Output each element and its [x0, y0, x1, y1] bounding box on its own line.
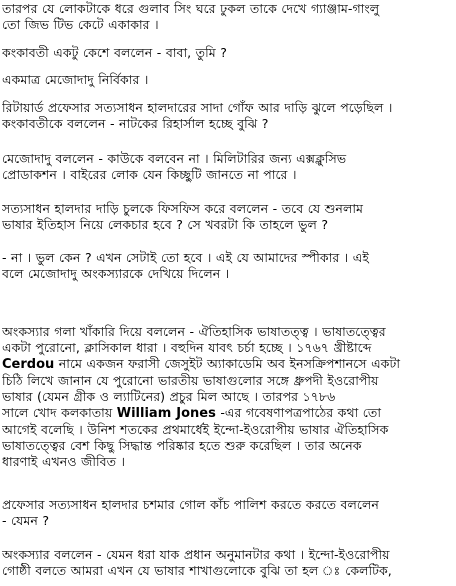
- paragraph-3: [2, 72, 452, 88]
- paragraph-line: মেজোদাদু বললেন - কাউকে বলবেন না । মিলিটারির জন্য এক্সক্লুসিভ: [2, 151, 347, 166]
- paragraph-line: তো জিভ টিভ কেটে একাকার ।: [2, 17, 159, 32]
- paragraph-line: ধারণাই এখনও জীবিত ।: [2, 454, 126, 469]
- paragraph-9: [2, 497, 452, 529]
- paragraph-8: [2, 324, 452, 470]
- paragraph-line: - যেমন ?: [2, 513, 50, 528]
- paragraph-line: Cerdou নামে একজন ফরাসী জেসুইট অ্যাকাডেমি অব ইনসক্রিপশানসে একটা: [2, 356, 400, 372]
- paragraph-line: - না । ভুল কেন ? এখন সেটাই তো হবে । এই যে আমাদের স্পীকার । এই: [2, 250, 369, 265]
- paragraph-5: [2, 151, 452, 183]
- paragraph-line: প্রফেসার সত্যসাধন হালদার চশমার গোল কাঁচ পালিশ করতে করতে বললেন: [2, 497, 379, 512]
- paragraph-4: [2, 100, 452, 132]
- paragraph-line: গোষ্ঠী বলতে আমরা এখন যে ভাষার শাখাগুলোকে বুঝি তা হল ঃ কেলটিক,: [2, 563, 392, 578]
- paragraph-7: [2, 250, 452, 282]
- paragraph-line: একমাত্র মেজোদাদু নির্বিকার ।: [2, 72, 149, 87]
- paragraph-2: [2, 45, 452, 61]
- paragraph-1: [2, 1, 452, 33]
- paragraph-line: ভাষাতত্ত্বের বেশ কিছু সিদ্ধান্ত পরিষ্কার হতে শুরু করেছিল । তার অনেক: [2, 438, 362, 453]
- paragraph-6: [2, 201, 452, 233]
- paragraph-line: অংকস্যার বললেন - যেমন ধরা যাক প্রধান অনুমানটার কথা । ইন্দো-ইওরোপীয়: [2, 547, 390, 562]
- paragraph-line: ভাষার (যেমন গ্রীক ও ল্যাটিনের) প্রচুর মিল আছে । তারপর ১৭৮৬: [2, 389, 336, 404]
- latin-name: William Jones: [116, 406, 216, 421]
- paragraph-10: [2, 547, 452, 579]
- paragraph-line: সত্যসাধন হালদার দাড়ি চুলকে ফিসফিস করে বললেন - তবে যে শুনলাম: [2, 201, 363, 216]
- paragraph-line: একটা পুরোনো, ক্লাসিকাল ধারা । বহুদিন যাবৎ চর্চা হচ্ছে । ১৭৬৭ খ্রীষ্টাব্দে: [2, 340, 372, 355]
- paragraph-line: তারপর যে লোকটাকে ধরে গুলাব সিং ঘরে ঢুকল তাকে দেখে গ্যাঞ্জাম-গাংলু: [2, 1, 380, 16]
- paragraph-line: সালে খোদ কলকাতায় William Jones -এর গবেষণাপত্রপাঠের কথা তো: [2, 405, 382, 421]
- paragraph-line: বলে মেজোদাদু অংকস্যারকে দেখিয়ে দিলেন ।: [2, 266, 230, 281]
- latin-name: Cerdou: [2, 357, 55, 372]
- paragraph-line: কংকাবতীকে বললেন - নাটকের রিহার্সাল হচ্ছে বুঝি ?: [2, 116, 269, 131]
- paragraph-line: অংকস্যার গলা খাঁকারি দিয়ে বললেন - ঐতিহাসিক ভাষাতত্ত্ব । ভাষাতত্ত্বের: [2, 324, 386, 339]
- paragraph-line: চিঠি লিখে জানান যে পুরোনো ভারতীয় ভাষাগুলোর সঙ্গে ধ্রুপদী ইওরোপীয়: [2, 373, 379, 388]
- paragraph-line: ভাষার ইতিহাস নিয়ে লেকচার হবে ? সে খবরটা কি তাহলে ভুল ?: [2, 217, 329, 232]
- paragraph-line: রিটায়ার্ড প্রফেসার সত্যসাধন হালদারের সাদা গোঁফ আর দাড়ি ঝুলে পড়েছিল ।: [2, 100, 393, 115]
- paragraph-line: আগেই বলেছি । উনিশ শতকের প্রথমার্ধেই ইন্দো-ইওরোপীয় ভাষার ঐতিহাসিক: [2, 422, 389, 437]
- paragraph-line: কংকাবতী একটু কেশে বললেন - বাবা, তুমি ?: [2, 45, 227, 60]
- paragraph-line: প্রোডাকশন । বাইরের লোক যেন কিচ্ছুটি জানতে না পারে ।: [2, 167, 297, 182]
